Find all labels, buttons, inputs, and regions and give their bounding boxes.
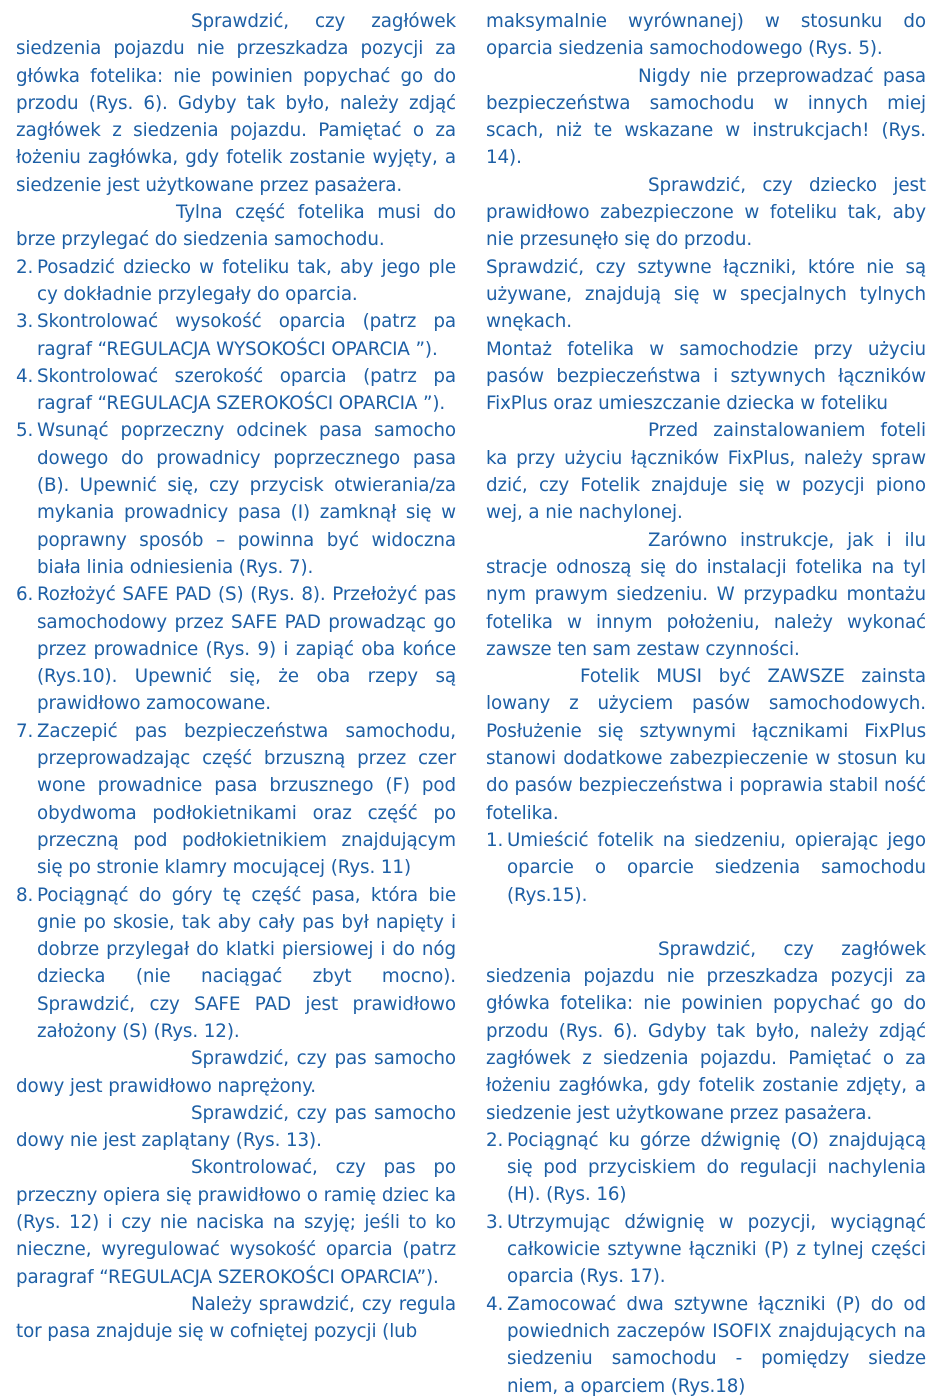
- connectors-stowed-paragraph: Sprawdzić, czy sztywne łączniki, które nie są używane, znajdują się w specjalnych tylnych wnękach.: [486, 256, 926, 333]
- list-item-number: 4.: [16, 365, 34, 387]
- belt-tension-paragraph: Sprawdzić, czy pas samocho dowy jest prawidłowo naprężony.: [16, 1048, 456, 1097]
- list-item: [486, 1291, 926, 1400]
- list-item: [16, 363, 456, 418]
- list-item-number: 1.: [486, 829, 504, 851]
- list-item-text: Skontrolować wysokość oparcia (patrz pa ragraf “REGULACJA WYSOKOŚCI OPARCIA ”).: [37, 311, 456, 360]
- list-item-text: Rozłożyć SAFE PAD (S) (Rys. 8). Przełożyć pas samochodowy przez SAFE PAD prowadząc go przez prowadnice (Rys. 9) i zapiąć oba końce (Rys.10). Upewnić się, że oba rzepy są prawidłowo zamocowane.: [37, 584, 456, 715]
- upright-position-paragraph: Przed zainstalowaniem foteli ka przy użyciu łączników FixPlus, należy spraw dzić, czy Fotelik znajduje się w pozycji piono wej, a nie nachylonej.: [486, 420, 926, 524]
- headrest-check-paragraph: Sprawdzić, czy zagłówek siedzenia pojazdu nie przeszkadza pozycji za główka fotelika: nie powinien popychać go do przodu (Rys. 6). Gdyby tak było, należy zdjąć zagłówek z siedzenia pojazdu. Pamiętać o za łożeniu zagłówka, gdy fotelik zostanie zdjęty, a siedzenie jest użytkowane przez pasażera.: [486, 938, 926, 1124]
- list-item-number: 7.: [16, 720, 34, 742]
- list-item-number: 2.: [16, 256, 34, 278]
- shoulder-belt-paragraph: Skontrolować, czy pas po przeczny opiera się prawidłowo o ramię dziec ka (Rys. 12) i czy nie naciska na szyję; jeśli to ko nieczne, wyregulować wysokość oparcia (patrz paragraf “REGULACJA SZEROKOŚCI OPARCIA”).: [16, 1157, 456, 1288]
- list-item: [16, 254, 456, 309]
- list-item-text: Pociągnąć do góry tę część pasa, która bie gnie po skosie, tak aby cały pas był napięty i dobrze przylegał do klatki piersiowej i do nóg dziecka (nie naciągać zbyt mocno). Sprawdzić, czy SAFE PAD jest prawidłowo założony (S) (Rys. 12).: [37, 884, 456, 1042]
- belt-adjuster-paragraph: Należy sprawdzić, czy regula tor pasa znajduje się w cofniętej pozycji (lub: [16, 1293, 456, 1343]
- list-item-text: Posadzić dziecko w foteliku tak, aby jego ple cy dokładnie przylegały do oparcia.: [37, 256, 456, 305]
- illustrations-note-paragraph: Zarówno instrukcje, jak i ilu stracje odnoszą się do instalacji fotelika na tyl nym prawym siedzeniu. W przypadku montażu fotelika w innym położeniu, należy wykonać zawsze ten sam zestaw czynności.: [486, 529, 926, 660]
- seat-contact-paragraph: Tylna część fotelika musi do brze przylegać do siedzenia samochodu.: [16, 202, 456, 251]
- list-item-number: 3.: [16, 311, 34, 333]
- list-item-text: Zamocować dwa sztywne łączniki (P) do od powiednich zaczepów ISOFIX znajdujących na siedzeniu samochodu - pomiędzy siedze niem, a oparciem (Rys.18): [507, 1293, 926, 1397]
- list-item-text: Utrzymując dźwignię w pozycji, wyciągnąć całkowicie sztywne łączniki (P) z tylnej części oparcia (Rys. 17).: [507, 1211, 926, 1288]
- right-column: [486, 8, 926, 1400]
- fixplus-section-heading: Montaż fotelika w samochodzie przy użyciu pasów bezpieczeństwa i sztywnych łączników FixPlus oraz umieszczanie dziecka w foteliku: [486, 338, 926, 415]
- list-item-number: 3.: [486, 1211, 504, 1233]
- list-item-text: Skontrolować szerokość oparcia (patrz pa ragraf “REGULACJA SZEROKOŚCI OPARCIA ”).: [37, 365, 456, 415]
- list-item-text: Wsunąć poprzeczny odcinek pasa samocho dowego do prowadnicy poprzecznego pasa (B). Upewnić się, czy przycisk otwierania/za mykania prowadnicy pasa (I) zamknął się w poprawny sposób – powinna być widoczna biała linia odniesienia (Rys. 7).: [37, 420, 456, 578]
- list-item-text: Zaczepić pas bezpieczeństwa samochodu, przeprowadzając część brzuszną przez czer wone prowadnice pasa brzusznego (F) pod obydwoma podłokietnikami oraz część po przeczną pod podłokietnikiem znajdującym się po stronie klamry mocującej (Rys. 11): [37, 720, 456, 879]
- belt-twist-paragraph: Sprawdzić, czy pas samocho dowy nie jest zaplątany (Rys. 13).: [16, 1102, 456, 1152]
- list-item-number: 4.: [486, 1293, 504, 1315]
- list-item-text: Umieścić fotelik na siedzeniu, opierając jego oparcie o oparcie siedzenia samochodu (Rys.15).: [507, 829, 926, 906]
- list-item: [16, 882, 456, 1046]
- list-item: [486, 827, 926, 909]
- list-item-number: 5.: [16, 420, 34, 442]
- list-item-text: Pociągnąć ku górze dźwignię (O) znajdującą się pod przyciskiem do regulacji nachylenia (H). (Rys. 16): [507, 1129, 926, 1206]
- continuation-paragraph: maksymalnie wyrównanej) w stosunku do oparcia siedzenia samochodowego (Rys. 5).: [486, 11, 926, 60]
- belt-routing-warning-paragraph: Nigdy nie przeprowadzać pasa bezpieczeństwa samochodu w innych miej scach, niż te wskazane w instrukcjach! (Rys. 14).: [486, 65, 926, 169]
- headrest-check-paragraph: Sprawdzić, czy zagłówek siedzenia pojazdu nie przeszkadza pozycji za główka fotelika: nie powinien popychać go do przodu (Rys. 6). Gdyby tak było, należy zdjąć zagłówek z siedzenia pojazdu. Pamiętać o za łożeniu zagłówka, gdy fotelik zostanie wyjęty, a siedzenie jest użytkowane przez pasażera.: [16, 11, 456, 196]
- seatbelt-mandatory-paragraph: Fotelik MUSI być ZAWSZE zainsta lowany z użyciem pasów samochodowych. Posłużenie się sztywnymi łącznikami FixPlus stanowi dodatkowe zabezpieczenie w stosun ku do pasów bezpieczeństwa i poprawia stabil ność fotelika.: [486, 666, 926, 824]
- list-item-number: 6.: [16, 584, 34, 606]
- list-item: [16, 308, 456, 363]
- list-item-number: 2.: [486, 1129, 504, 1151]
- child-secured-paragraph: Sprawdzić, czy dziecko jest prawidłowo zabezpieczone w foteliku tak, aby nie przesunęło się do przodu.: [486, 174, 926, 251]
- left-column: [16, 8, 456, 1346]
- list-item: [16, 417, 456, 581]
- list-item: [486, 1209, 926, 1291]
- list-item-number: 8.: [16, 884, 34, 906]
- list-item: [16, 718, 456, 882]
- list-item: [16, 581, 456, 717]
- list-item: [486, 1127, 926, 1209]
